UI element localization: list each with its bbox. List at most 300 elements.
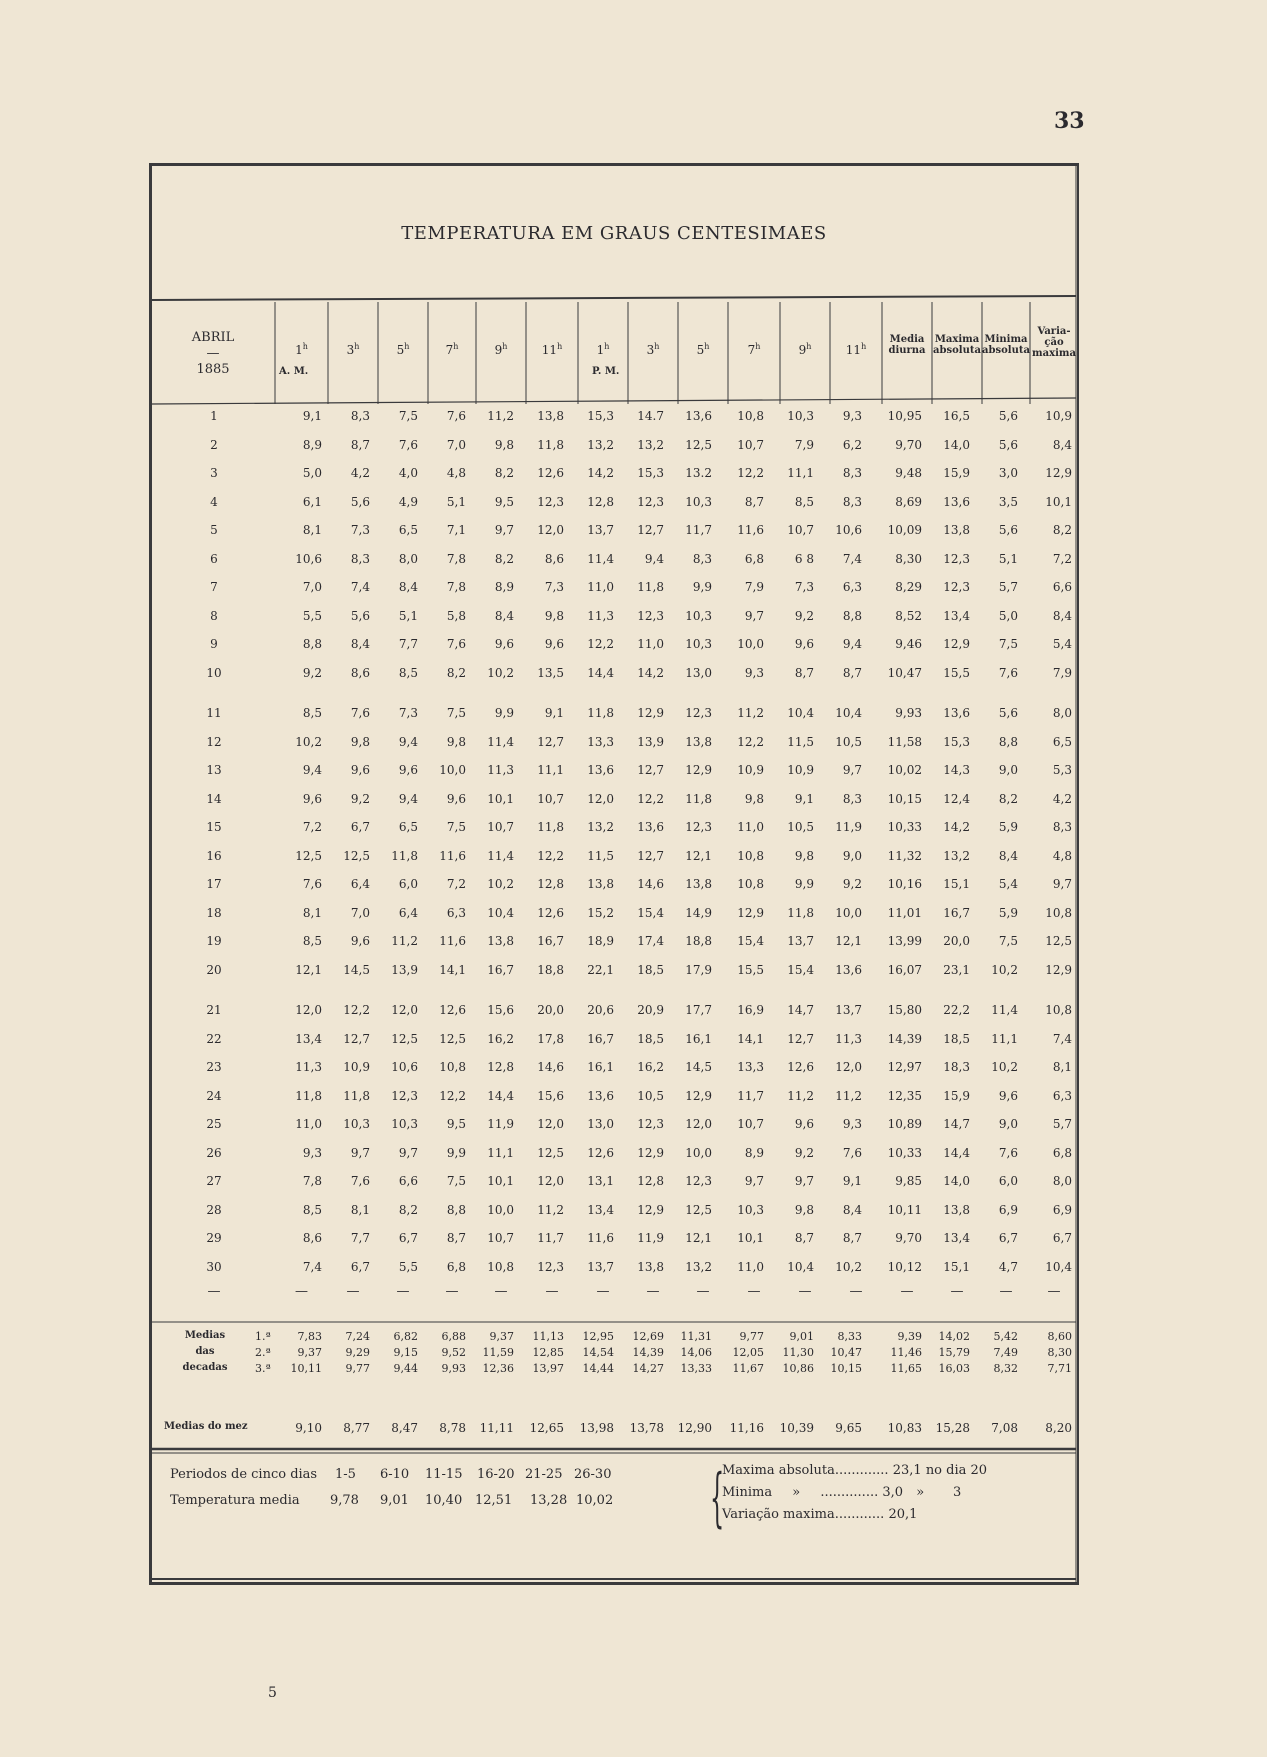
table-cell: 9,8: [544, 608, 564, 623]
header-media-diurna: [882, 334, 932, 356]
table-cell: 9,1: [302, 409, 322, 423]
header-pm: P. M.: [592, 366, 620, 377]
table-cell: 22,2: [943, 1003, 970, 1017]
period-temperature: 10,02: [576, 1493, 614, 1508]
table-cell: 9,1: [794, 791, 814, 806]
monthly-mean-cell: 7,08: [991, 1421, 1018, 1435]
dash-mark: —: [494, 1284, 508, 1299]
table-cell: 10,7: [737, 437, 764, 452]
table-cell: 8,3: [692, 551, 712, 566]
table-cell: 8,1: [302, 523, 322, 537]
table-cell: 7,6: [350, 706, 370, 720]
decade-mean-cell: 14,54: [582, 1346, 614, 1359]
table-cell: 14,1: [439, 962, 466, 977]
period-range: 26-30: [574, 1467, 612, 1482]
table-cell: 10,02: [887, 763, 922, 777]
day-number: 13: [206, 763, 222, 777]
table-cell: 10,9: [737, 763, 764, 777]
header-hour: 11$^h$: [541, 342, 563, 357]
day-number: 24: [206, 1088, 222, 1103]
table-cell: 12,6: [439, 1003, 466, 1017]
table-cell: 10,3: [685, 494, 712, 509]
table-cell: 11,8: [295, 1088, 322, 1103]
header-maxima-line1: Maxima: [934, 334, 980, 345]
table-cell: 23,1: [943, 962, 970, 977]
table-cell: 13,7: [587, 523, 614, 537]
table-cell: 11,3: [295, 1060, 322, 1074]
table-cell: 9,6: [794, 637, 814, 651]
header-hour: 5$^h$: [696, 342, 710, 357]
table-cell: 10,2: [487, 877, 514, 891]
table-cell: 7,2: [302, 820, 322, 834]
header-variacao-maxima: [1030, 326, 1078, 359]
table-cell: 10,2: [991, 1060, 1018, 1074]
table-cell: 9,6: [998, 1088, 1018, 1103]
table-cell: 11,2: [487, 409, 514, 423]
table-cell: 16,7: [587, 1031, 614, 1046]
day-number: 22: [206, 1031, 222, 1046]
table-cell: 10,9: [1045, 409, 1072, 423]
table-cell: 9,2: [842, 877, 862, 891]
table-cell: 9,48: [895, 466, 922, 480]
decade-mean-cell: 13,97: [532, 1362, 564, 1375]
table-row: [149, 576, 1079, 605]
table-cell: 8,4: [842, 1202, 862, 1217]
table-cell: 8,5: [398, 665, 418, 680]
day-number: 8: [210, 608, 218, 623]
table-cell: 14,39: [887, 1031, 922, 1046]
table-row: [149, 434, 1079, 463]
table-cell: 11,0: [737, 1259, 764, 1274]
table-cell: 15,2: [587, 905, 614, 920]
table-cell: 13,8: [943, 1202, 970, 1217]
table-cell: 20,6: [587, 1003, 614, 1017]
table-cell: 5,1: [998, 551, 1018, 566]
table-cell: 7,2: [1052, 551, 1072, 566]
decade-mean-cell: 16,03: [938, 1362, 970, 1375]
table-cell: 13,8: [587, 877, 614, 891]
table-cell: 16,07: [887, 962, 922, 977]
table-cell: 8,4: [998, 848, 1018, 863]
table-cell: 7,5: [446, 1174, 466, 1188]
table-row: [149, 405, 1079, 434]
table-cell: 12,1: [685, 848, 712, 863]
table-row: [149, 731, 1079, 760]
header-hour: 1$^h$: [596, 342, 610, 357]
period-temperature: 10,40: [425, 1493, 463, 1508]
table-cell: 6,7: [350, 1259, 370, 1274]
table-cell: 8,9: [744, 1145, 764, 1160]
table-cell: 8,6: [350, 665, 370, 680]
table-cell: 11,4: [487, 734, 514, 749]
table-cell: 8,9: [494, 580, 514, 594]
table-cell: 10,33: [887, 820, 922, 834]
table-cell: 11,0: [737, 820, 764, 834]
table-cell: 10,6: [295, 551, 322, 566]
table-cell: 12,4: [943, 791, 970, 806]
table-cell: 10,2: [487, 665, 514, 680]
decade-mean-cell: 9,37: [297, 1346, 322, 1359]
table-cell: 11,8: [537, 820, 564, 834]
table-cell: 5,4: [998, 877, 1018, 891]
table-cell: 13,8: [943, 523, 970, 537]
decade-mean-cell: 11,65: [890, 1362, 922, 1375]
decade-mean-cell: 9,77: [739, 1330, 764, 1343]
table-title: TEMPERATURA EM GRAUS CENTESIMAES: [401, 223, 827, 244]
summary-max-dots: .............: [834, 1463, 889, 1478]
header-hour: 7$^h$: [747, 342, 761, 357]
table-cell: 9,7: [794, 1174, 814, 1188]
table-cell: 10,95: [887, 409, 922, 423]
table-cell: 12,3: [637, 608, 664, 623]
table-cell: 10,1: [737, 1231, 764, 1245]
table-row: [149, 788, 1079, 817]
table-cell: 8,30: [895, 551, 922, 566]
table-cell: 15,1: [943, 1259, 970, 1274]
table-cell: 6,5: [398, 523, 418, 537]
table-cell: 10,4: [487, 905, 514, 920]
table-cell: 11,6: [439, 848, 466, 863]
header-hour: 3$^h$: [346, 342, 360, 357]
table-cell: 12,0: [295, 1003, 322, 1017]
table-cell: 5,0: [302, 466, 322, 480]
table-cell: 12,3: [637, 1117, 664, 1131]
table-cell: 11,32: [887, 848, 922, 863]
table-cell: 12,2: [439, 1088, 466, 1103]
decade-mean-cell: 11,67: [732, 1362, 764, 1375]
summary-max-label: Maxima absoluta: [722, 1463, 835, 1478]
table-cell: 4,2: [1052, 791, 1072, 806]
table-cell: 12,9: [685, 763, 712, 777]
table-cell: 13,6: [587, 763, 614, 777]
decade-mean-cell: 5,42: [993, 1330, 1018, 1343]
table-cell: 7,5: [446, 820, 466, 834]
table-cell: 8,2: [1052, 523, 1072, 537]
table-cell: 15,4: [787, 962, 814, 977]
table-cell: 15,4: [737, 934, 764, 948]
table-cell: 9,5: [446, 1117, 466, 1131]
table-cell: 6,4: [350, 877, 370, 891]
dash-mark: —: [207, 1284, 221, 1299]
table-cell: 8,2: [398, 1202, 418, 1217]
table-cell: 12,9: [685, 1088, 712, 1103]
table-cell: 16,1: [587, 1060, 614, 1074]
table-cell: 8,7: [446, 1231, 466, 1245]
table-cell: 9,7: [744, 1174, 764, 1188]
table-cell: 12,2: [737, 734, 764, 749]
table-cell: 13,0: [685, 665, 712, 680]
table-cell: 12,3: [943, 551, 970, 566]
table-cell: 9,70: [895, 437, 922, 452]
header-month-year: [152, 330, 274, 378]
table-cell: 13,6: [685, 409, 712, 423]
day-number: 10: [206, 665, 222, 680]
table-row: [149, 1028, 1079, 1057]
table-cell: 8,69: [895, 494, 922, 509]
table-cell: 9,6: [794, 1117, 814, 1131]
table-cell: 7,4: [842, 551, 862, 566]
table-cell: 10,7: [537, 791, 564, 806]
table-cell: 10,0: [737, 637, 764, 651]
table-cell: 13,4: [587, 1202, 614, 1217]
table-cell: 8,5: [302, 934, 322, 948]
header-hour: 11$^h$: [845, 342, 867, 357]
table-row: [149, 1199, 1079, 1228]
table-cell: 10,7: [487, 820, 514, 834]
header-year: 1885: [196, 362, 230, 377]
table-cell: 11,4: [487, 848, 514, 863]
day-number: 17: [206, 877, 222, 891]
table-cell: 8,6: [544, 551, 564, 566]
table-cell: 12,7: [637, 848, 664, 863]
table-cell: 9,7: [398, 1145, 418, 1160]
dash-mark: —: [596, 1284, 610, 1299]
table-cell: 7,2: [446, 877, 466, 891]
table-cell: 12,2: [737, 466, 764, 480]
period-temperature: 9,01: [380, 1493, 409, 1508]
day-number: 29: [206, 1231, 222, 1245]
table-cell: 8,9: [302, 437, 322, 452]
table-cell: 7,3: [398, 706, 418, 720]
table-cell: 8,2: [446, 665, 466, 680]
table-cell: 4,8: [1052, 848, 1072, 863]
table-cell: 10,5: [835, 734, 862, 749]
table-cell: 10,3: [787, 409, 814, 423]
table-cell: 11,2: [835, 1088, 862, 1103]
table-cell: 11,8: [391, 848, 418, 863]
monthly-mean-cell: 8,47: [391, 1421, 418, 1435]
table-cell: 7,6: [302, 877, 322, 891]
table-cell: 8,3: [1052, 820, 1072, 834]
table-cell: 12,3: [537, 1259, 564, 1274]
table-cell: 6,4: [398, 905, 418, 920]
table-cell: 7,4: [350, 580, 370, 594]
summary-max: [722, 1463, 987, 1478]
table-row: [149, 1113, 1079, 1142]
table-cell: 9,8: [350, 734, 370, 749]
table-cell: 9,0: [998, 1117, 1018, 1131]
table-cell: 6,0: [998, 1174, 1018, 1188]
table-cell: 12,3: [685, 706, 712, 720]
table-cell: 13,8: [685, 734, 712, 749]
summary-max-dia: dia: [946, 1463, 967, 1478]
table-cell: 12,3: [685, 820, 712, 834]
header-minima-line2: absoluta: [982, 345, 1030, 356]
table-cell: 9,3: [302, 1145, 322, 1160]
table-cell: 14,9: [685, 905, 712, 920]
table-cell: 22,1: [587, 962, 614, 977]
day-number: 14: [206, 791, 222, 806]
dash-mark: —: [445, 1284, 459, 1299]
table-cell: 12,6: [537, 905, 564, 920]
table-row: [149, 1085, 1079, 1114]
table-cell: 8,3: [350, 409, 370, 423]
table-cell: 11,9: [487, 1117, 514, 1131]
table-cell: 12,2: [637, 791, 664, 806]
table-cell: 12,3: [685, 1174, 712, 1188]
table-row: [149, 845, 1079, 874]
table-row: [149, 999, 1079, 1028]
table-cell: 10,0: [835, 905, 862, 920]
table-cell: 10,5: [787, 820, 814, 834]
table-cell: 10,3: [391, 1117, 418, 1131]
table-cell: 15,3: [587, 409, 614, 423]
table-cell: 5,6: [998, 523, 1018, 537]
table-cell: 8,3: [842, 791, 862, 806]
table-cell: 8,4: [494, 608, 514, 623]
dash-mark: —: [999, 1284, 1013, 1299]
table-cell: 20,0: [943, 934, 970, 948]
table-cell: 5,6: [998, 437, 1018, 452]
table-cell: 12,6: [787, 1060, 814, 1074]
table-cell: 7,7: [350, 1231, 370, 1245]
table-cell: 13,4: [943, 608, 970, 623]
day-number: 5: [210, 523, 218, 537]
table-cell: 10,33: [887, 1145, 922, 1160]
table-row: [149, 1142, 1079, 1171]
day-number: 26: [206, 1145, 222, 1160]
table-cell: 13,2: [637, 437, 664, 452]
table-cell: 6,7: [398, 1231, 418, 1245]
table-cell: 15,9: [943, 466, 970, 480]
table-cell: 10,16: [887, 877, 922, 891]
table-cell: 10,15: [887, 791, 922, 806]
table-cell: 5,5: [398, 1259, 418, 1274]
header-hour: 5$^h$: [396, 342, 410, 357]
decade-mean-cell: 12,36: [482, 1362, 514, 1375]
table-cell: 10,3: [343, 1117, 370, 1131]
table-cell: 7,6: [998, 1145, 1018, 1160]
table-cell: 13,6: [835, 962, 862, 977]
decade-mean-cell: 6,88: [441, 1330, 466, 1343]
table-cell: 12,7: [637, 763, 664, 777]
table-cell: 10,4: [787, 1259, 814, 1274]
table-cell: 7,1: [446, 523, 466, 537]
header-am: A. M.: [279, 366, 309, 377]
table-cell: 20,0: [537, 1003, 564, 1017]
table-cell: 6,6: [398, 1174, 418, 1188]
table-cell: 7,9: [794, 437, 814, 452]
table-cell: 6,5: [398, 820, 418, 834]
day-number: 4: [210, 494, 218, 509]
day-number: 12: [206, 734, 222, 749]
dash-mark: —: [900, 1284, 914, 1299]
table-row: [149, 816, 1079, 845]
table-cell: 11,58: [887, 734, 922, 749]
table-cell: 9,93: [895, 706, 922, 720]
table-cell: 16,2: [637, 1060, 664, 1074]
table-cell: 9,4: [842, 637, 862, 651]
table-cell: 8,7: [794, 1231, 814, 1245]
table-cell: 5,6: [998, 409, 1018, 423]
table-cell: 17,8: [537, 1031, 564, 1046]
temperature-media-label: Temperatura media: [170, 1493, 300, 1508]
decade-mean-cell: 9,44: [393, 1362, 418, 1375]
header-maxima-absoluta: [932, 334, 982, 356]
monthly-mean-cell: 11,16: [729, 1421, 764, 1435]
table-cell: 12,5: [295, 848, 322, 863]
table-cell: 9,70: [895, 1231, 922, 1245]
table-cell: 13,8: [637, 1259, 664, 1274]
table-cell: 9,2: [794, 608, 814, 623]
period-temperature: 9,78: [330, 1493, 359, 1508]
summary-min-quote: »: [792, 1485, 801, 1500]
table-cell: 18,8: [537, 962, 564, 977]
table-cell: 8,3: [350, 551, 370, 566]
decade-mean-cell: 9,15: [393, 1346, 418, 1359]
day-number: 1: [210, 409, 218, 423]
table-cell: 9,6: [350, 763, 370, 777]
day-number: 21: [206, 1003, 222, 1017]
table-cell: 6,0: [398, 877, 418, 891]
table-cell: 4,9: [398, 494, 418, 509]
table-cell: 9,9: [446, 1145, 466, 1160]
table-cell: 11,01: [887, 905, 922, 920]
summary-var-dots: ............: [834, 1507, 885, 1522]
table-cell: 10,09: [887, 523, 922, 537]
table-cell: 6,7: [998, 1231, 1018, 1245]
table-cell: 8,1: [302, 905, 322, 920]
table-cell: 11,6: [439, 934, 466, 948]
decade-mean-cell: 6,82: [393, 1330, 418, 1343]
table-cell: 16,5: [943, 409, 970, 423]
table-cell: 10,0: [439, 763, 466, 777]
table-cell: 13,8: [537, 409, 564, 423]
table-cell: 6,9: [1052, 1202, 1072, 1217]
header-hour: 7$^h$: [445, 342, 459, 357]
summary-min-value: 3,0: [882, 1485, 904, 1500]
table-cell: 10,7: [737, 1117, 764, 1131]
table-cell: 7,4: [1052, 1031, 1072, 1046]
table-cell: 6,9: [998, 1202, 1018, 1217]
decade-mean-cell: 9,01: [789, 1330, 814, 1343]
monthly-mean-cell: 9,10: [295, 1421, 322, 1435]
table-cell: 12,2: [343, 1003, 370, 1017]
table-cell: 9,9: [794, 877, 814, 891]
table-cell: 13,6: [587, 1088, 614, 1103]
decade-mean-cell: 9,52: [441, 1346, 466, 1359]
table-cell: 10,6: [835, 523, 862, 537]
table-cell: 3,0: [998, 466, 1018, 480]
period-range: 21-25: [525, 1467, 563, 1482]
decade-mean-cell: 7,71: [1047, 1362, 1072, 1375]
dash-mark: —: [396, 1284, 410, 1299]
page-number: 33: [1054, 108, 1085, 134]
monthly-mean-cell: 8,77: [343, 1421, 370, 1435]
table-cell: 12,0: [835, 1060, 862, 1074]
day-number: 15: [206, 820, 222, 834]
table-cell: 6,2: [842, 437, 862, 452]
table-cell: 12,1: [685, 1231, 712, 1245]
table-cell: 8,8: [446, 1202, 466, 1217]
table-cell: 14,0: [943, 1174, 970, 1188]
decade-mean-cell: 12,95: [582, 1330, 614, 1343]
table-cell: 10,5: [637, 1088, 664, 1103]
table-cell: 12,0: [391, 1003, 418, 1017]
table-cell: 6,3: [446, 905, 466, 920]
table-cell: 9,4: [644, 551, 664, 566]
table-cell: 6,7: [350, 820, 370, 834]
table-cell: 11,9: [835, 820, 862, 834]
table-cell: 9,7: [744, 608, 764, 623]
table-cell: 5,9: [998, 820, 1018, 834]
header-media-line1: Media: [889, 334, 925, 345]
table-cell: 13,4: [295, 1031, 322, 1046]
table-cell: 12,7: [343, 1031, 370, 1046]
table-cell: 10,8: [1045, 1003, 1072, 1017]
decade-mean-cell: 10,11: [290, 1362, 322, 1375]
dash-mark: —: [1047, 1284, 1061, 1299]
